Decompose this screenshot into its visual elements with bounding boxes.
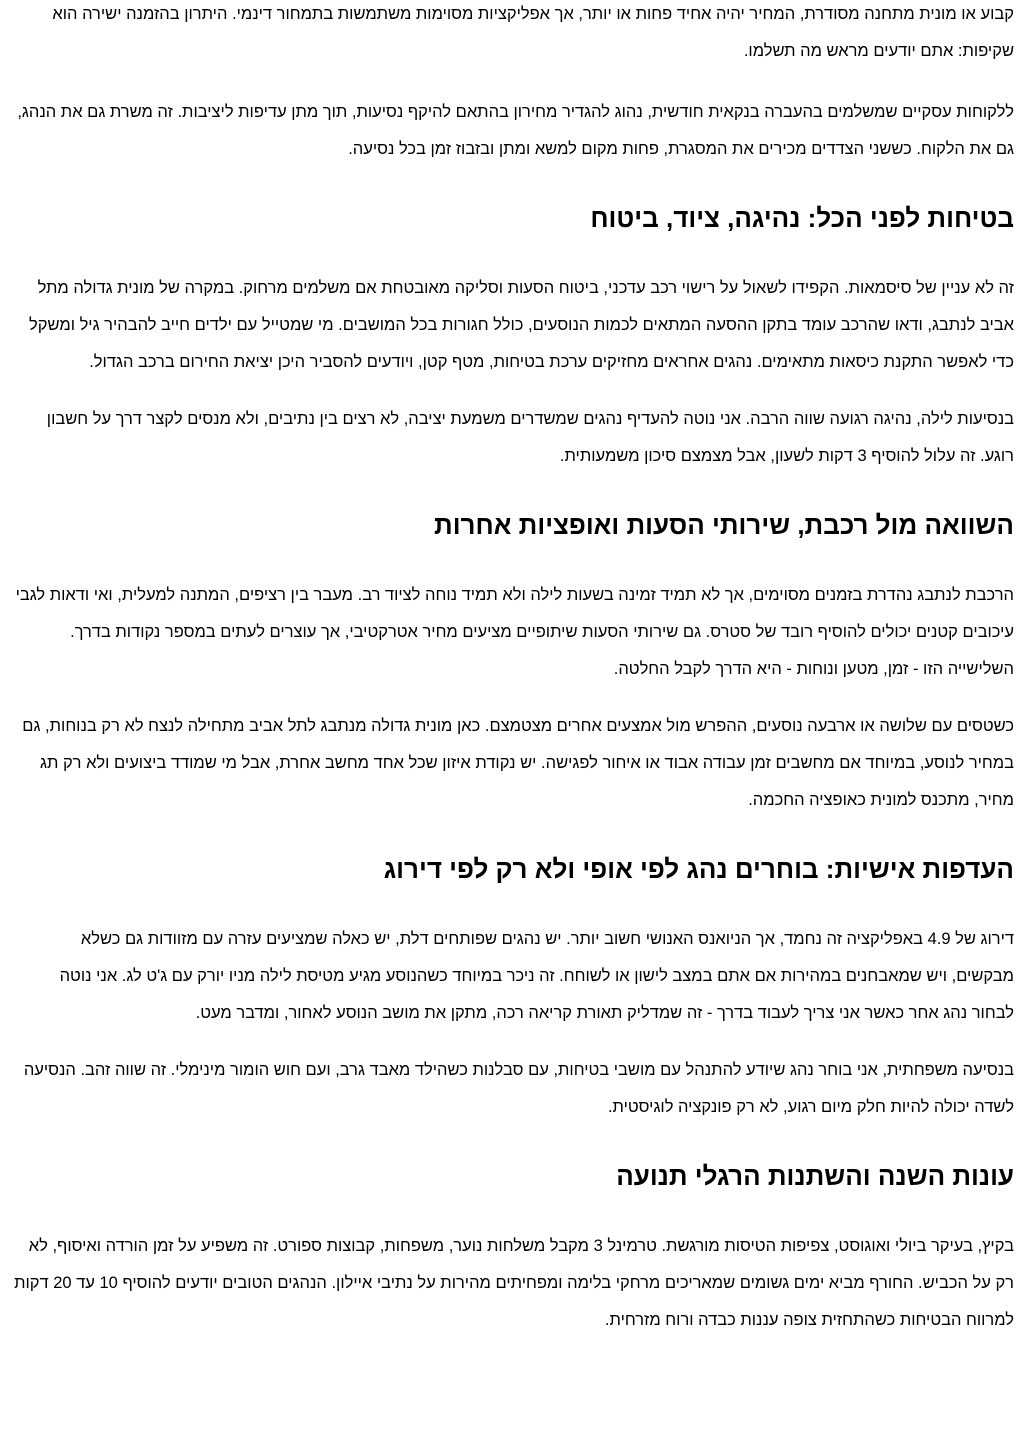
- paragraph: בנסיעות לילה, נהיגה רגועה שווה הרבה. אני נוטה להעדיף נהגים שמשדרים משמעת יציבה, לא רצים בין נתיבים, ולא מנסים לקצר דרך על חשבון רוגע. זה עלול להוסיף 3 דקות לשעון, אבל מצמצם סיכון משמעותית.: [46, 410, 1014, 465]
- section-heading: השוואה מול רכבת, שירותי הסעות ואופציות אחרות: [434, 510, 1014, 540]
- safety-section: [14, 198, 1014, 475]
- section-heading: בטיחות לפני הכל: נהיגה, ציוד, ביטוח: [590, 203, 1014, 233]
- section-heading: העדפות אישיות: בוחרים נהג לפי אופי ולא רק לפי דירוג: [383, 854, 1014, 884]
- section-heading: עונות השנה והשתנות הרגלי תנועה: [616, 1161, 1014, 1191]
- paragraph: זה לא עניין של סיסמאות. הקפידו לשאול על רישוי רכב עדכני, ביטוח הסעות וסליקה מאובטחת אם משלמים מרחוק. במקרה של מונית גדולה מתל אביב לנתבג, ודאו שהרכב עומד בתקן ההסעה המתאים לכמות הנוסעים, כולל חגורות בכל המושבים. מי שמטייל עם ילדים חייב להבהיר גיל ומשקל כדי לאפשר התקנת כיסאות מתאימים. נהגים אחראים מחזיקים ערכת בטיחות, מטף קטן, ויודעים להסביר היכן יציאת החירום ברכב הגדול.: [29, 279, 1014, 371]
- preferences-section: [14, 849, 1014, 1126]
- paragraph: הרכבת לנתבג נהדרת בזמנים מסוימים, אך לא תמיד זמינה בשעות לילה ולא תמיד נוחה לציוד רב. מעבר בין רציפים, המתנה למעלית, ואי ודאות לגבי עיכובים קטנים יכולים להוסיף רובד של סטרס. גם שירותי הסעות שיתופיים מציעים מחיר אטרקטיבי, אך עוצרים לעתים במספר נקודות בדרך. השלישייה הזו - זמן, מטען ונוחות - היא הדרך לקבל החלטה.: [15, 586, 1014, 678]
- paragraph: דירוג של 4.9 באפליקציה זה נחמד, אך הניואנס האנושי חשוב יותר. יש נהגים שפותחים דלת, יש כאלה שמציעים עזרה עם מזוודות גם כשלא מבקשים, ויש שמאבחנים במהירות אם אתם במצב לישון או לשוחח. זה ניכר במיוחד כשהנוסע מגיע מטיסת לילה מניו יורק עם ג'ט לג. אני נוטה לבחור נהג אחר כאשר אני צריך לעבוד בדרך - זה שמדליק תאורת קריאה רכה, מתקן את מושב הנוסע לאחור, ומדבר מעט.: [59, 930, 1014, 1022]
- paragraph: קבוע או מונית מתחנה מסודרת, המחיר יהיה אחיד פחות או יותר, אך אפליקציות מסוימות משתמשות בתמחור דינמי. היתרון בהזמנה ישירה הוא שקיפות: אתם יודעים מראש מה תשלמו.: [52, 5, 1014, 60]
- paragraph: בנסיעה משפחתית, אני בוחר נהג שיודע להתנהל עם מושבי בטיחות, עם סבלנות כשהילד מאבד גרב, ועם חוש הומור מינימלי. זה שווה זהב. הנסיעה לשדה יכולה להיות חלק מיום רגוע, לא רק פונקציה לוגיסטית.: [23, 1061, 1014, 1116]
- paragraph: בקיץ, בעיקר ביולי ואוגוסט, צפיפות הטיסות מורגשת. טרמינל 3 מקבל משלחות נוער, משפחות, קבוצות ספורט. זה משפיע על זמן הורדה ואיסוף, לא רק על הכביש. החורף מביא ימים גשומים שמאריכים מרחקי בלימה ומפחיתים מהירות על נתיבי איילון. הנהגים הטובים יודעים להוסיף 10 עד 20 דקות למרווח הבטיחות כשהתחזית צופה עננות כבדה ורוח מזרחית.: [14, 1237, 1014, 1329]
- intro-section: [14, 0, 1014, 168]
- comparison-section: [14, 505, 1014, 819]
- paragraph: כשטסים עם שלושה או ארבעה נוסעים, ההפרש מול אמצעים אחרים מצטמצם. כאן מונית גדולה מנתבג לתל אביב מתחילה לנצח לא רק בנוחות, גם במחיר לנוסע, במיוחד אם מחשבים זמן עבודה אבוד או איחור לפגישה. יש נקודת איזון שכל אחד מחשב אחרת, אבל מי שמודד ביצועים ולא רק תג מחיר, מתכנס למונית כאופציה החכמה.: [22, 717, 1014, 809]
- seasons-section: [14, 1156, 1014, 1339]
- paragraph: ללקוחות עסקיים שמשלמים בהעברה בנקאית חודשית, נהוג להגדיר מחירון בהתאם להיקף נסיעות, תוך מתן עדיפות ליציבות. זה משרת גם את הנהג, גם את הלקוח. כששני הצדדים מכירים את המסגרת, פחות מקום למשא ומתן ובזבוז זמן בכל נסיעה.: [17, 103, 1014, 158]
